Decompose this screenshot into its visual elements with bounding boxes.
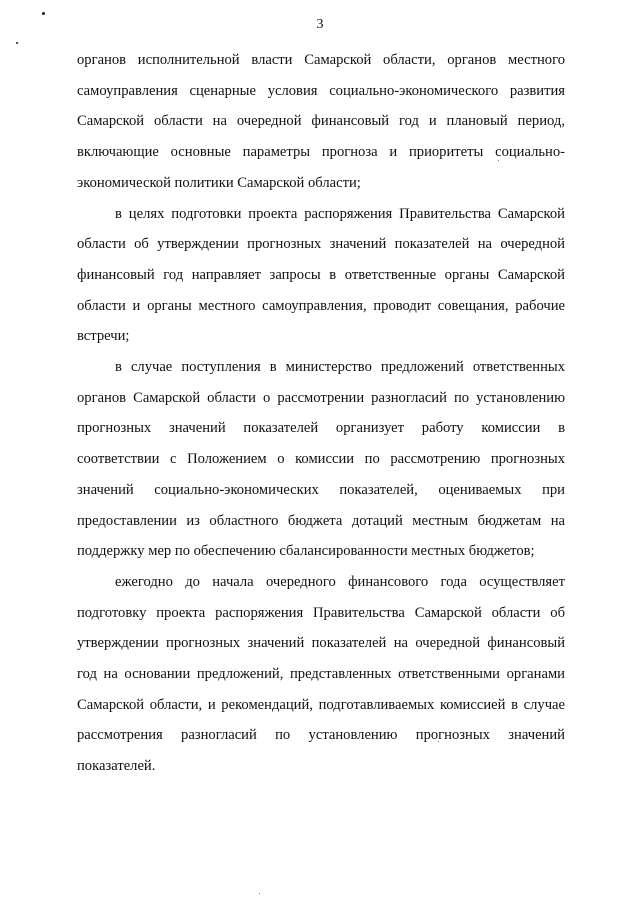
scan-artifact-speck bbox=[259, 893, 260, 894]
scan-artifact-dot bbox=[42, 12, 45, 15]
paragraph-1: органов исполнительной власти Самарской области, органов местного самоуправления сценарные условия социально-экономического развития Самарской области на очередной финансовый год и плановый период, включающие основные параметры прогноза и приоритеты социально-экономической политики Самарской области; bbox=[77, 52, 565, 191]
paragraph-4: ежегодно до начала очередного финансового года осуществляет подготовку проекта распоряжения Правительства Самарской области об утверждении прогнозных значений показателей на очередной финансовый год на основании предложений, представленных ответственными органами Самарской области, и рекомендаций, подготавливаемых комиссией в случае рассмотрения разногласий по установлению прогнозных значений показателей. bbox=[77, 573, 565, 775]
page-number: 3 bbox=[316, 17, 324, 32]
document-body bbox=[77, 45, 565, 782]
paragraph-3: в случае поступления в министерство предложений ответственных органов Самарской области о рассмотрении разногласий по установлению прогнозных значений показателей организует работу комиссии в соответствии с Положением о комиссии по рассмотрению прогнозных значений социально-экономических показателей, оцениваемых при предоставлении из областного бюджета дотаций местным бюджетам на поддержку мер по обеспечению сбалансированности местных бюджетов; bbox=[77, 359, 565, 560]
paragraph-2: в целях подготовки проекта распоряжения Правительства Самарской области об утверждении прогнозных значений показателей на очередной финансовый год направляет запросы в ответственные органы Самарской области и органы местного самоуправления, проводит совещания, рабочие встречи; bbox=[77, 205, 565, 345]
scan-artifact-dot bbox=[16, 42, 18, 44]
